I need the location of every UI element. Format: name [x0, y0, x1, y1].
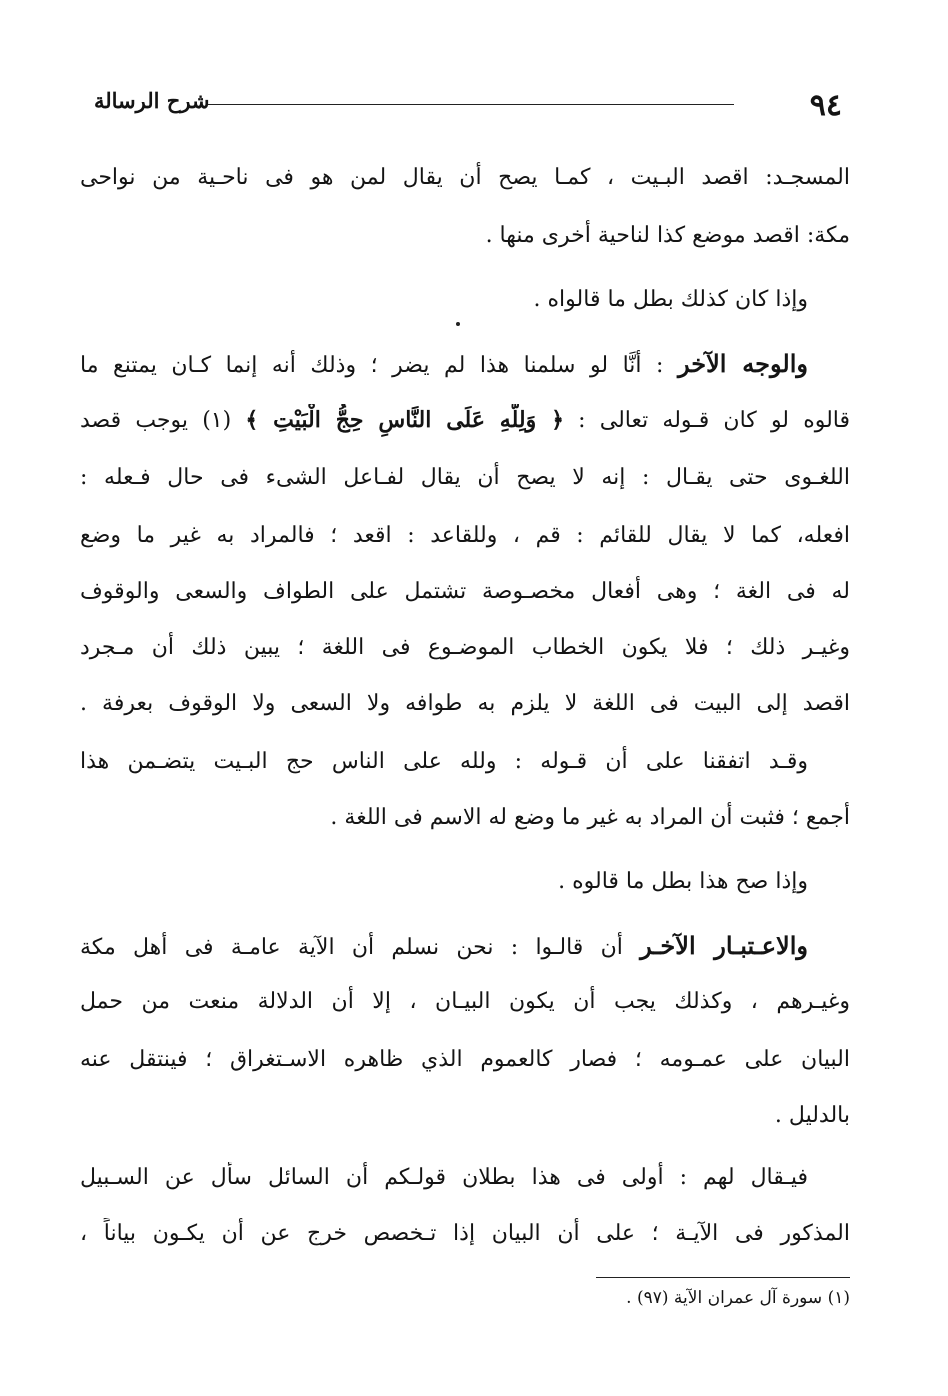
page-header — [80, 84, 852, 124]
text-line: له فى الغة ؛ وهى أفعال مخصـوصة تشتمل على الطواف والسعى والوقوف — [80, 579, 850, 604]
paragraph-lead: والاعـتبـار الآخـر — [640, 931, 808, 960]
quran-verse: ﴿ وَلِلَّهِ عَلَى النَّاسِ حِجُّ الْبَيْتِ ﴾ — [245, 407, 564, 433]
footnote: (١) سورة آل عمران الآية (٩٧) . — [626, 1288, 850, 1308]
text-line: قالوه لو كان قـوله تعالى : ﴿ وَلِلَّهِ عَلَى النَّاسِ حِجُّ الْبَيْتِ ﴾ (١) يوجب قصد — [80, 407, 850, 433]
text-line: وغيـر ذلك ؛ فلا يكون الخطاب الموضـوع فى اللغة ؛ يبين ذلك أن مـجرد — [80, 635, 850, 660]
text-line: وإذا كان كذلك بطل ما قالواه . — [533, 287, 808, 312]
text-line: المسجـد: اقصد البـيت ، كمـا يصح أن يقال لمن هو فى ناحـية من نواحى — [80, 165, 850, 190]
text-line: أجمع ؛ فثبت أن المراد به غير ما وضع له الاسم فى اللغة . — [330, 805, 850, 830]
text-line: والوجه الآخر : أنَّا لو سلمنا هذا لم يضر ؛ وذلك أنه إنما كـان يمتنع ما — [80, 349, 808, 378]
page-number: ٩٤ — [809, 88, 842, 123]
text-line: وقـد اتفقنا على أن قـوله : ولله على الناس حج البـيت يتضـمن هذا — [80, 749, 808, 774]
text-line: والاعـتبـار الآخـر أن قالـوا : نحن نسلم أن الآية عامـة فى أهل مكة — [80, 931, 808, 960]
paragraph-lead: والوجه الآخر — [677, 349, 808, 378]
text-line: وإذا صح هذا بطل ما قالوه . — [558, 869, 808, 894]
text-line: وغيـرهم ، وكذلك يجب أن يكون البيـان ، إلا أن الدلالة منعت من حمل — [80, 989, 850, 1014]
text-line: البيان على عمـومه ؛ فصار كالعموم الذي ظاهره الاسـتغراق ؛ فينتقل عنه — [80, 1047, 850, 1072]
running-title: شرح الرسالة — [94, 88, 210, 113]
ink-speck — [456, 322, 460, 326]
text-line: مكة: اقصد موضع كذا لناحية أخرى منها . — [485, 223, 850, 248]
text-line: المذكور فى الآيـة ؛ على أن البيان إذا تـخصص خرج عن أن يكـون بياناً ، — [80, 1221, 850, 1246]
header-rule — [208, 104, 734, 105]
text-line: فيـقال لهم : أولى فى هذا بطلان قولـكم أن السائل سأل عن السـبيل — [80, 1165, 808, 1190]
text-line: افعله، كما لا يقال للقائم : قم ، وللقاعد : اقعد ؛ فالمراد به غير ما وضع — [80, 523, 850, 548]
text-line: اقصد إلى البيت فى اللغة لا يلزم به طوافه ولا السعى ولا الوقوف بعرفة . — [80, 691, 850, 716]
footnote-rule — [596, 1277, 850, 1278]
text-line: بالدليل . — [774, 1103, 850, 1128]
text-line: اللغـوى حتى يقـال : إنه لا يصح أن يقال لفـاعل الشىء فى حال فـعله : — [80, 465, 850, 490]
